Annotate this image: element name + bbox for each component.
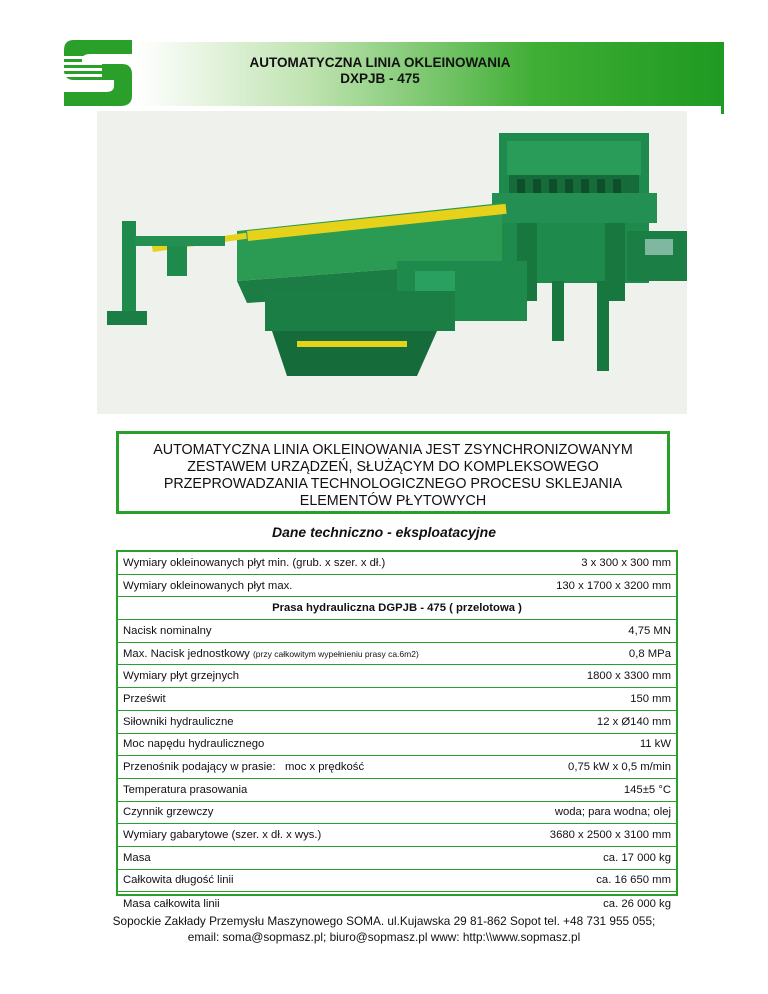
- spec-value: 130 x 1700 x 3200 mm: [556, 579, 671, 592]
- spec-value: 1800 x 3300 mm: [586, 670, 671, 683]
- table-row: [118, 643, 676, 666]
- table-row: [118, 575, 676, 598]
- intro-line: PRZEPROWADZANIA TECHNOLOGICZNEGO PROCESU SKLEJANIA: [163, 476, 623, 492]
- spec-label: Masa: [123, 851, 151, 864]
- intro-line: ELEMENTÓW PŁYTOWYCH: [299, 493, 487, 509]
- spec-label: Całkowita długość linii: [123, 874, 234, 887]
- spec-value: 3 x 300 x 300 mm: [581, 556, 671, 569]
- table-row: [118, 847, 676, 870]
- footer-address: Sopockie Zakłady Przemysłu Maszynowego SOMA. ul.Kujawska 29 81-862 Sopot tel. +48 731 955 055;: [112, 914, 656, 928]
- spec-value: 4,75 MN: [628, 624, 671, 637]
- table-row: [118, 779, 676, 802]
- spec-note: (przy całkowitym wypełnieniu prasy ca.6m2): [252, 648, 419, 659]
- table-row: [118, 665, 676, 688]
- table-row: [118, 824, 676, 847]
- spec-value: 3680 x 2500 x 3100 mm: [549, 829, 671, 842]
- table-row: [118, 688, 676, 711]
- spec-value: woda; para wodna; olej: [554, 806, 671, 819]
- spec-label: Nacisk nominalny: [123, 624, 212, 637]
- spec-value: ca. 16 650 mm: [596, 874, 671, 887]
- intro-box: [116, 431, 670, 514]
- spec-label: Wymiary płyt grzejnych: [123, 670, 240, 683]
- footer-contact: email: soma@sopmasz.pl; biuro@sopmasz.pl www: http:\\www.sopmasz.pl: [187, 930, 581, 944]
- title-line-1: AUTOMATYCZNA LINIA OKLEINOWANIA: [249, 55, 511, 70]
- table-row: [118, 734, 676, 757]
- spec-value: 0,8 MPa: [628, 647, 671, 660]
- specs-table: [116, 550, 678, 910]
- spec-label: Temperatura prasowania: [123, 783, 248, 796]
- spec-value: ca. 26 000 kg: [603, 897, 671, 910]
- intro-line: ZESTAWEM URZĄDZEŃ, SŁUŻĄCYM DO KOMPLEKSOWEGO: [187, 459, 599, 475]
- spec-value: 12 x Ø140 mm: [596, 715, 671, 728]
- document-title: [160, 55, 600, 87]
- table-section-heading: [118, 597, 676, 620]
- spec-value: ca. 17 000 kg: [603, 851, 671, 864]
- spec-label: Moc napędu hydraulicznego: [123, 738, 265, 751]
- spec-label: Max. Nacisk jednostkowy (przy całkowitym wypełnieniu prasy ca.6m2): [123, 647, 419, 660]
- spec-label: Prześwit: [123, 692, 166, 705]
- spec-label: Czynnik grzewczy: [123, 806, 214, 819]
- title-line-2: DXPJB - 475: [340, 71, 420, 86]
- table-row: [118, 552, 676, 575]
- table-row: [118, 711, 676, 734]
- spec-label: Wymiary gabarytowe (szer. x dł. x wys.): [123, 829, 322, 842]
- spec-value: 150 mm: [630, 692, 671, 705]
- spec-value: 145±5 °C: [623, 783, 671, 796]
- spec-label: Siłowniki hydrauliczne: [123, 715, 234, 728]
- spec-label: Przenośnik podający w prasie: moc x prędkość: [123, 761, 365, 774]
- spec-value: 0,75 kW x 0,5 m/min: [568, 761, 671, 774]
- table-row: [118, 756, 676, 779]
- spec-label: Wymiary okleinowanych płyt min. (grub. x szer. x dł.): [123, 556, 386, 569]
- spec-label: Masa całkowita linii: [123, 897, 220, 910]
- footer: [0, 913, 768, 945]
- soma-logo-icon: [56, 40, 132, 106]
- spec-value: 11 kW: [639, 738, 671, 751]
- section-title: Dane techniczno - eksploatacyjne: [271, 524, 497, 540]
- spec-label: Wymiary okleinowanych płyt max.: [123, 579, 293, 592]
- intro-line: AUTOMATYCZNA LINIA OKLEINOWANIA JEST ZSYNCHRONIZOWANYM: [153, 442, 633, 458]
- table-row: [118, 620, 676, 643]
- machine-photo: [97, 111, 687, 414]
- spec-heading: Prasa hydrauliczna DGPJB - 475 ( przelotowa ): [272, 602, 522, 615]
- table-row: [118, 802, 676, 825]
- table-row: [118, 870, 676, 893]
- table-row: [118, 892, 676, 915]
